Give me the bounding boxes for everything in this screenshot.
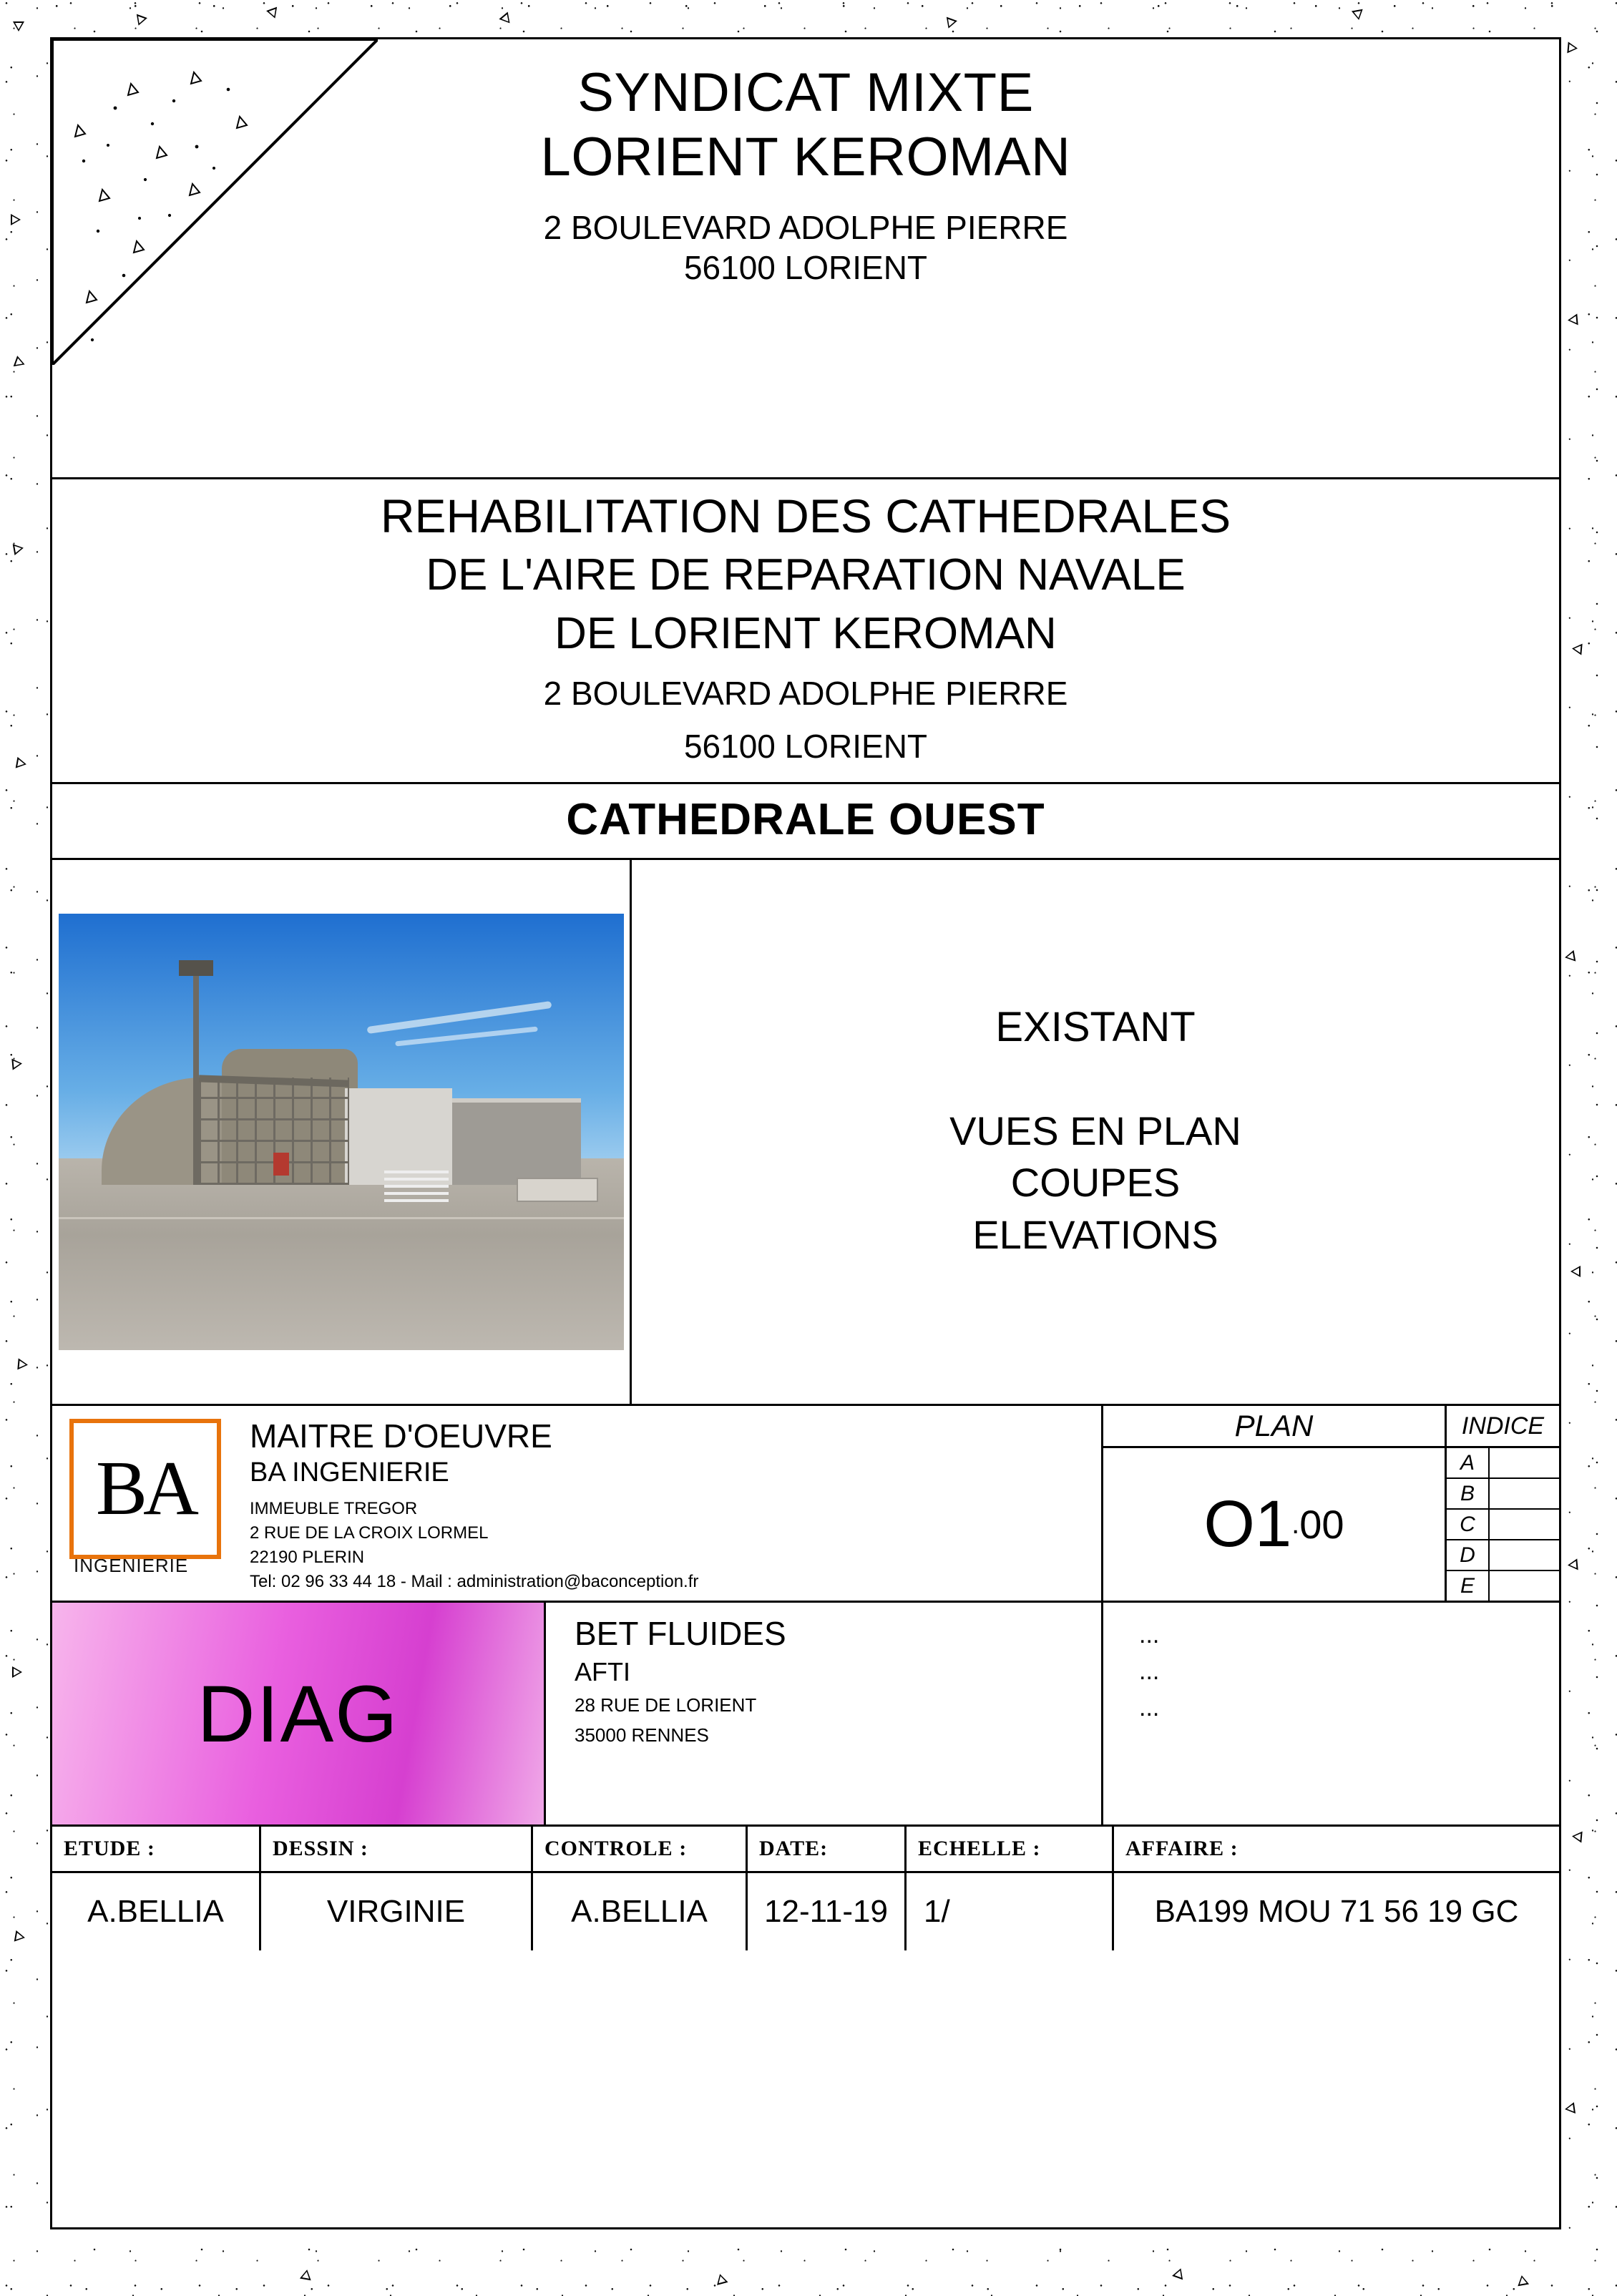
owner-address-line1: 2 BOULEVARD ADOLPHE PIERRE bbox=[543, 209, 1068, 247]
owner-name-line1: SYNDICAT MIXTE bbox=[577, 62, 1034, 123]
indice-key: A bbox=[1447, 1448, 1490, 1477]
margin-triangle bbox=[1571, 1830, 1582, 1842]
moe-plan-row bbox=[52, 1406, 1559, 1603]
plan-number-sub: 00 bbox=[1299, 1502, 1344, 1548]
footer-table bbox=[52, 1827, 1559, 1950]
designation-state: EXISTANT bbox=[995, 1003, 1196, 1050]
indice-value[interactable] bbox=[1490, 1479, 1559, 1508]
indice-value[interactable] bbox=[1490, 1540, 1559, 1570]
plan-header: PLAN bbox=[1103, 1406, 1445, 1448]
extra-line2: ... bbox=[1139, 1658, 1160, 1686]
indice-key: D bbox=[1447, 1540, 1490, 1570]
project-address-line1: 2 BOULEVARD ADOLPHE PIERRE bbox=[543, 675, 1068, 713]
footer-value-affaire: BA199 MOU 71 56 19 GC bbox=[1154, 1894, 1519, 1930]
margin-triangle bbox=[13, 542, 25, 555]
project-line2: DE L'AIRE DE REPARATION NAVALE bbox=[426, 549, 1186, 600]
project-block bbox=[52, 479, 1559, 784]
footer-col-etude bbox=[52, 1827, 261, 1950]
footer-value-dessin: VIRGINIE bbox=[326, 1894, 466, 1930]
margin-triangle bbox=[12, 1666, 22, 1678]
bet-title: BET FLUIDES bbox=[575, 1615, 786, 1653]
subject-block bbox=[52, 784, 1559, 860]
footer-header-controle: CONTROLE : bbox=[533, 1827, 746, 1873]
moe-contact: Tel: 02 96 33 44 18 - Mail : administration@baconception.fr bbox=[250, 1572, 699, 1592]
bet-company: AFTI bbox=[575, 1656, 630, 1686]
indice-header: INDICE bbox=[1447, 1406, 1559, 1448]
footer-header-dessin: DESSIN : bbox=[261, 1827, 531, 1873]
margin-triangle bbox=[1567, 1558, 1578, 1570]
footer-header-date: DATE: bbox=[748, 1827, 904, 1873]
margin-triangle bbox=[13, 21, 24, 31]
footer-col-affaire bbox=[1114, 1827, 1559, 1950]
indice-key: C bbox=[1447, 1510, 1490, 1539]
ba-logo-text: BA bbox=[95, 1446, 195, 1532]
phase-label: DIAG bbox=[197, 1669, 399, 1759]
corner-hatch-triangle bbox=[52, 39, 378, 365]
footer-header-etude: ETUDE : bbox=[52, 1827, 259, 1873]
footer-col-date bbox=[748, 1827, 907, 1950]
photo-cell bbox=[52, 860, 632, 1404]
indice-key: E bbox=[1447, 1571, 1490, 1601]
footer-header-echelle: ECHELLE : bbox=[907, 1827, 1112, 1873]
ba-logo-subtitle: INGENIERIE bbox=[74, 1555, 189, 1577]
photo-designation-row bbox=[52, 860, 1559, 1406]
indice-row[interactable] bbox=[1447, 1540, 1559, 1571]
margin-triangle bbox=[16, 757, 28, 770]
bet-address1: 28 RUE DE LORIENT bbox=[575, 1694, 757, 1716]
footer-col-dessin bbox=[261, 1827, 533, 1950]
subject-title: CATHEDRALE OUEST bbox=[566, 795, 1045, 845]
extra-partners-cell bbox=[1101, 1603, 1559, 1824]
margin-triangle bbox=[1571, 643, 1582, 655]
moe-address2: 2 RUE DE LA CROIX LORMEL bbox=[250, 1523, 489, 1543]
indice-value[interactable] bbox=[1490, 1448, 1559, 1477]
project-address-line2: 56100 LORIENT bbox=[683, 728, 928, 766]
plan-cell bbox=[1101, 1406, 1445, 1601]
moe-address1: IMMEUBLE TREGOR bbox=[250, 1498, 418, 1518]
margin-triangle bbox=[1570, 1266, 1581, 1277]
designation-line3: ELEVATIONS bbox=[972, 1212, 1218, 1258]
indice-row[interactable] bbox=[1447, 1479, 1559, 1510]
moe-company: BA INGENIERIE bbox=[250, 1457, 449, 1488]
footer-header-affaire: AFFAIRE : bbox=[1114, 1827, 1559, 1873]
phase-badge bbox=[52, 1603, 546, 1824]
margin-triangle bbox=[11, 1057, 22, 1070]
moe-logo-cell bbox=[52, 1406, 230, 1601]
margin-triangle bbox=[1567, 313, 1578, 326]
indice-row[interactable] bbox=[1447, 1448, 1559, 1479]
margin-triangle bbox=[1564, 950, 1576, 963]
project-line3: DE LORIENT KEROMAN bbox=[555, 608, 1057, 658]
margin-triangle bbox=[14, 1930, 26, 1943]
footer-value-controle: A.BELLIA bbox=[571, 1894, 708, 1930]
margin-triangle bbox=[1564, 2102, 1576, 2115]
indice-key: B bbox=[1447, 1479, 1490, 1508]
margin-triangle bbox=[1516, 2275, 1529, 2287]
owner-name-line2: LORIENT KEROMAN bbox=[540, 126, 1071, 187]
indice-value[interactable] bbox=[1490, 1510, 1559, 1539]
site-photo bbox=[59, 914, 624, 1350]
title-block-sheet bbox=[50, 37, 1561, 2229]
bet-cell bbox=[546, 1603, 1101, 1824]
extra-line1: ... bbox=[1139, 1621, 1160, 1649]
footer-col-controle bbox=[533, 1827, 748, 1950]
margin-triangle bbox=[1567, 41, 1578, 54]
owner-address-line2: 56100 LORIENT bbox=[683, 249, 928, 287]
plan-number-main: O1 bbox=[1203, 1487, 1292, 1561]
moe-title: MAITRE D'OEUVRE bbox=[250, 1417, 552, 1455]
margin-triangle bbox=[11, 214, 21, 225]
phase-bet-row bbox=[52, 1603, 1559, 1827]
plan-number bbox=[1103, 1448, 1445, 1601]
plan-number-dot: . bbox=[1291, 1508, 1300, 1540]
margin-triangle bbox=[300, 2269, 313, 2281]
margin-triangle bbox=[17, 1358, 28, 1370]
bet-address2: 35000 RENNES bbox=[575, 1724, 709, 1746]
indice-row[interactable] bbox=[1447, 1571, 1559, 1601]
indice-value[interactable] bbox=[1490, 1571, 1559, 1601]
moe-text-cell bbox=[230, 1406, 1101, 1601]
project-line1: REHABILITATION DES CATHEDRALES bbox=[380, 489, 1231, 542]
indice-cell bbox=[1445, 1406, 1559, 1601]
footer-value-date: 12-11-19 bbox=[764, 1894, 888, 1930]
moe-address3: 22190 PLERIN bbox=[250, 1548, 365, 1567]
extra-line3: ... bbox=[1139, 1694, 1160, 1722]
footer-value-echelle: 1/ bbox=[924, 1894, 950, 1930]
indice-row[interactable] bbox=[1447, 1510, 1559, 1540]
footer-col-echelle bbox=[907, 1827, 1114, 1950]
footer-value-etude: A.BELLIA bbox=[87, 1894, 224, 1930]
owner-block bbox=[52, 39, 1559, 479]
designation-line2: COUPES bbox=[1010, 1160, 1181, 1206]
designation-line1: VUES EN PLAN bbox=[949, 1108, 1241, 1153]
margin-triangle bbox=[1352, 9, 1364, 21]
designation-cell bbox=[632, 860, 1559, 1404]
ba-logo-icon bbox=[69, 1419, 221, 1559]
